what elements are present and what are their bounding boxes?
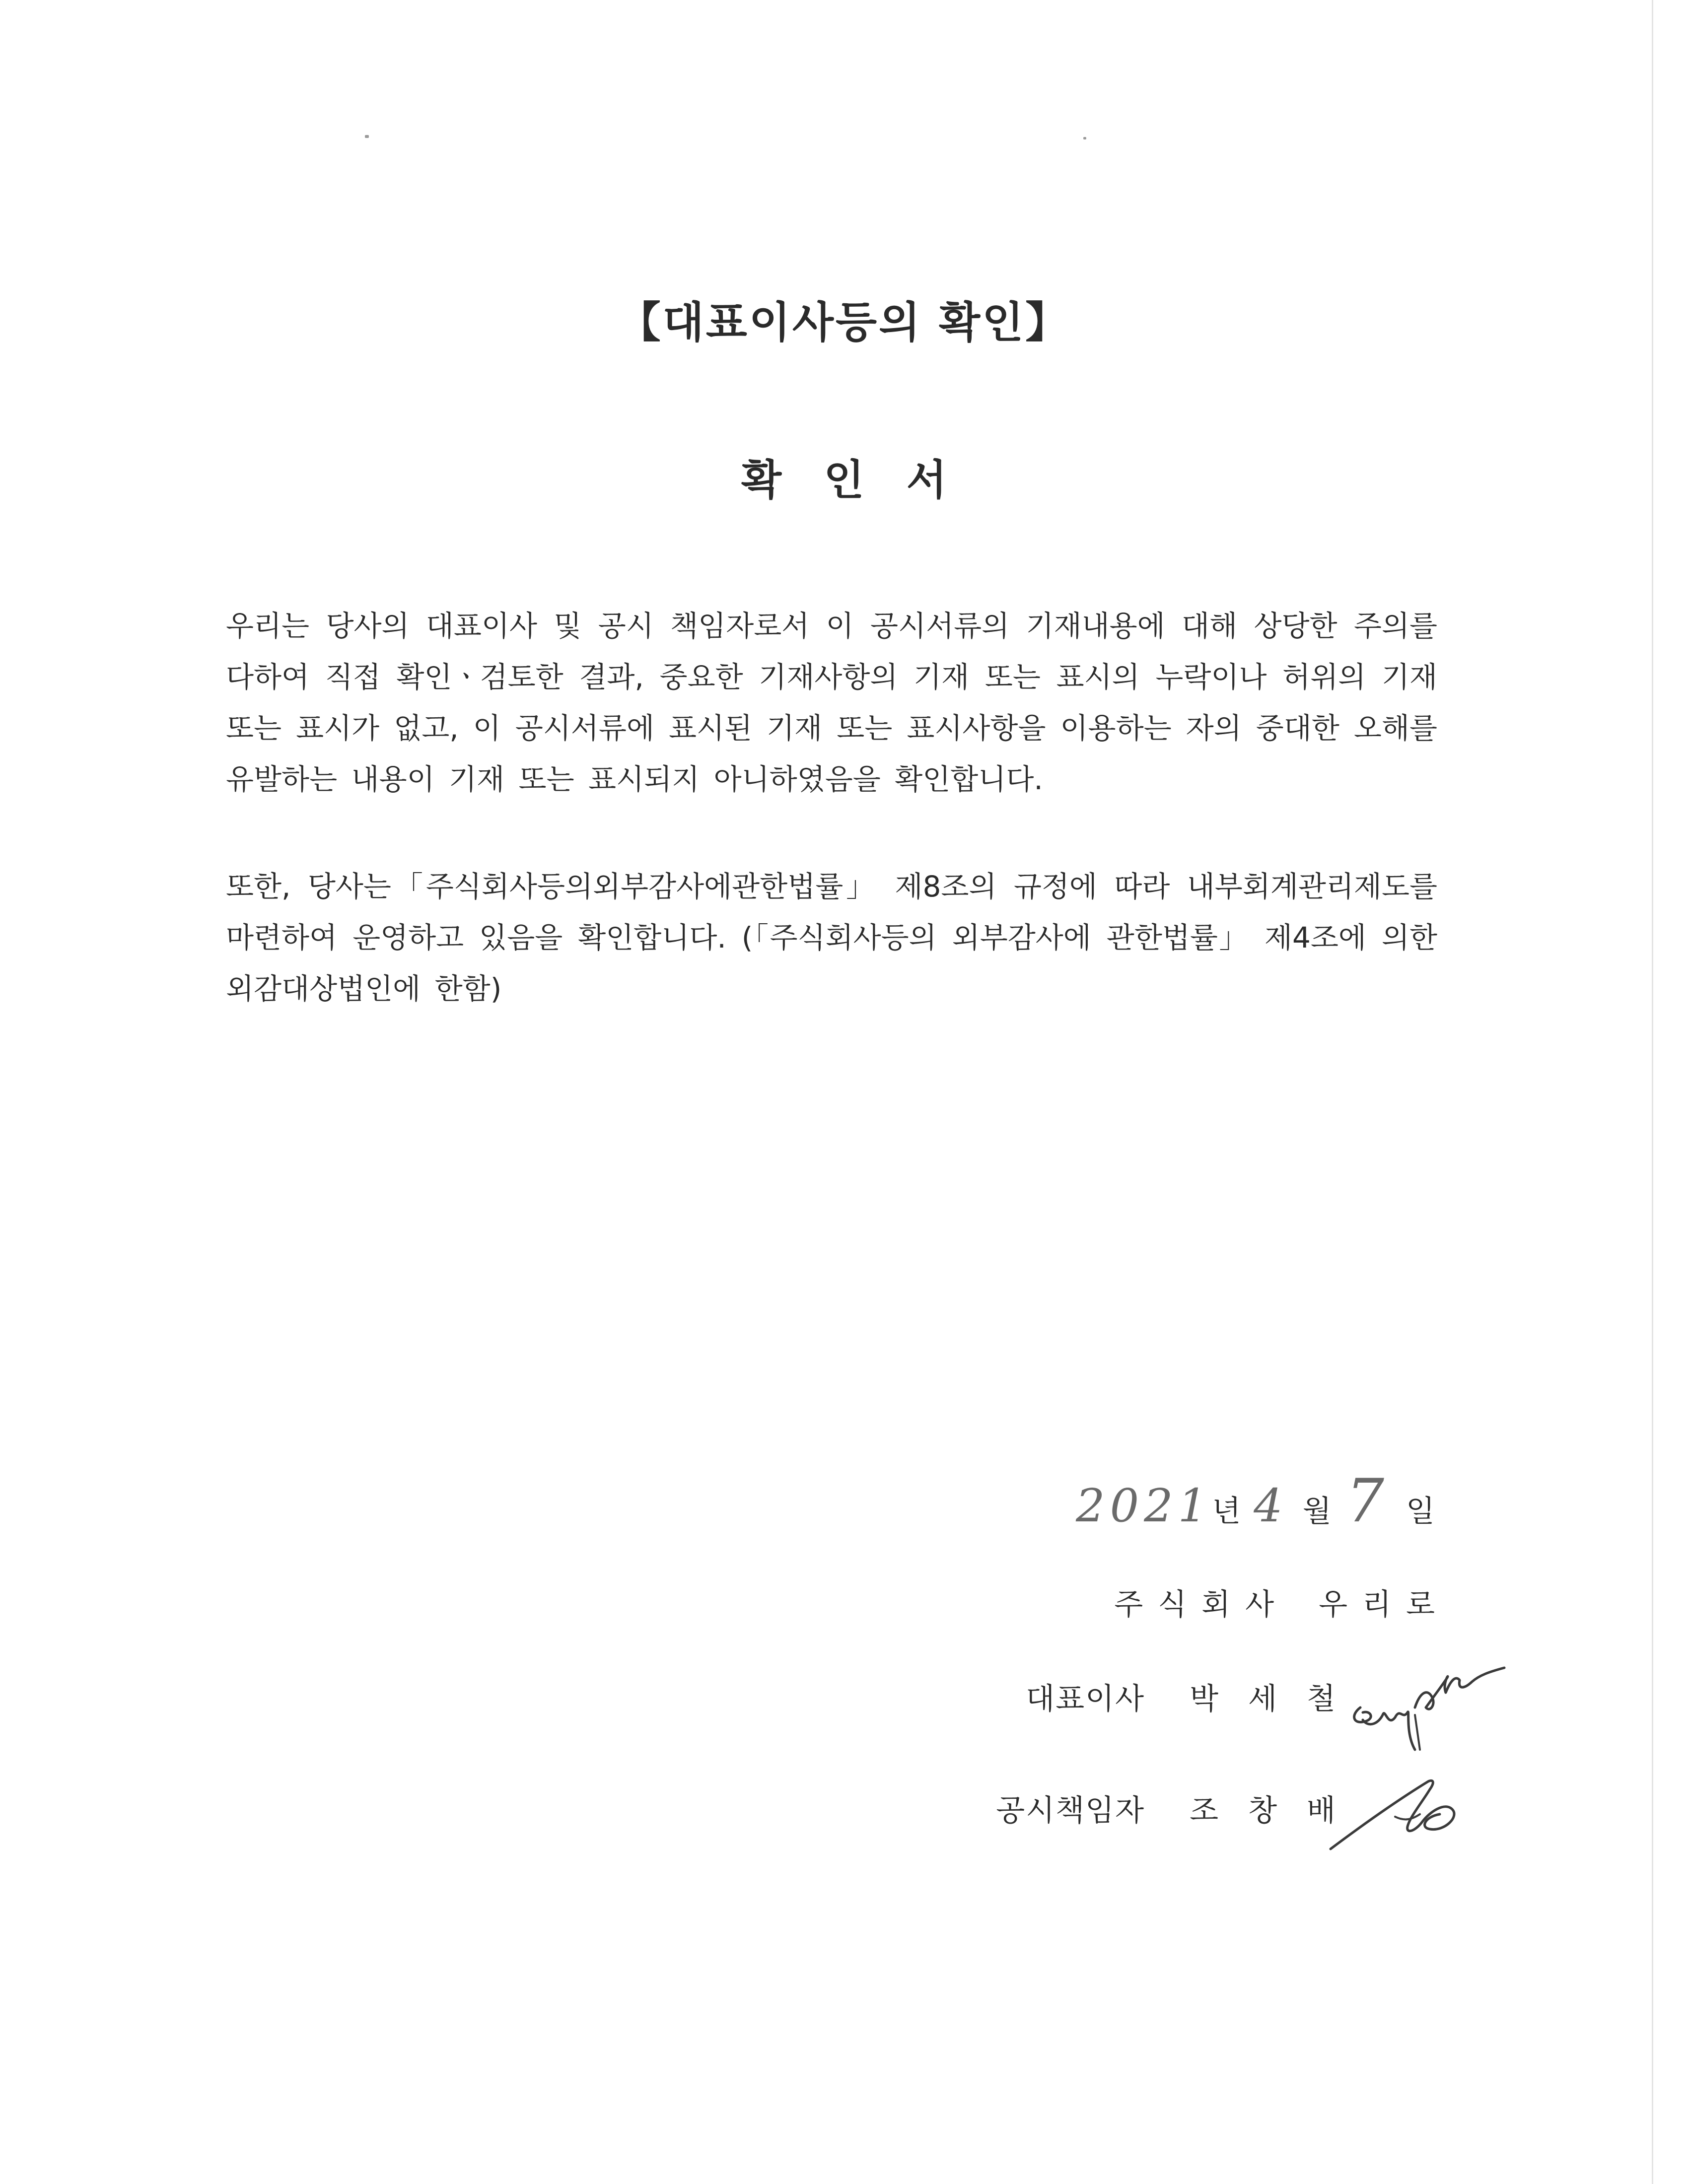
disclosure-officer-name: 조창배 [1190,1793,1365,1828]
scan-speck [365,135,369,138]
handwritten-year: 2021 [1076,1479,1212,1532]
ceo-name: 박세철 [1190,1682,1365,1716]
company-type-label: 주식회사 [1114,1587,1289,1622]
company-line [1114,1581,1450,1624]
date-line [1076,1467,1435,1536]
document-title: 【대표이사등의 확인】 [618,298,1070,347]
day-unit: 일 [1406,1494,1435,1529]
disclosure-officer-role-label: 공시책임자 [996,1793,1145,1828]
year-unit: 년 [1212,1494,1241,1529]
month-unit: 월 [1302,1494,1332,1529]
ceo-signature-icon [1340,1633,1529,1762]
ceo-line [1026,1675,1365,1718]
disclosure-officer-line [996,1787,1365,1830]
document-subtitle: 확 인 서 [741,456,961,504]
handwritten-month: 4 [1254,1479,1288,1532]
handwritten-day: 7 [1346,1467,1390,1536]
body-paragraph-2: 또한, 당사는「주식회사등의외부감사에관한법률」 제8조의 규정에 따라 내부회계관리제도를 마련하여 운영하고 있음을 확인합니다. (「주식회사등의 외부감사에 관한법률」 제4조에 의한 외감대상법인에 한함) [226,870,1437,1006]
ceo-role-label: 대표이사 [1026,1682,1145,1716]
body-paragraph-1: 우리는 당사의 대표이사 및 공시 책임자로서 이 공시서류의 기재내용에 대해 상당한 주의를 다하여 직접 확인ㆍ검토한 결과, 중요한 기재사항의 기재 또는 표시의 누락이나 허위의 기재 또는 표시가 없고, 이 공시서류에 표시된 기재 또는 표시사항을 이용하는 자의 중대한 오해를 유발하는 내용이 기재 또는 표시되지 아니하였음을 확인합니다. [226,609,1437,796]
disclosure-officer-signature-icon [1321,1767,1489,1856]
scan-speck [1083,137,1086,139]
company-name: 우리로 [1319,1587,1450,1622]
